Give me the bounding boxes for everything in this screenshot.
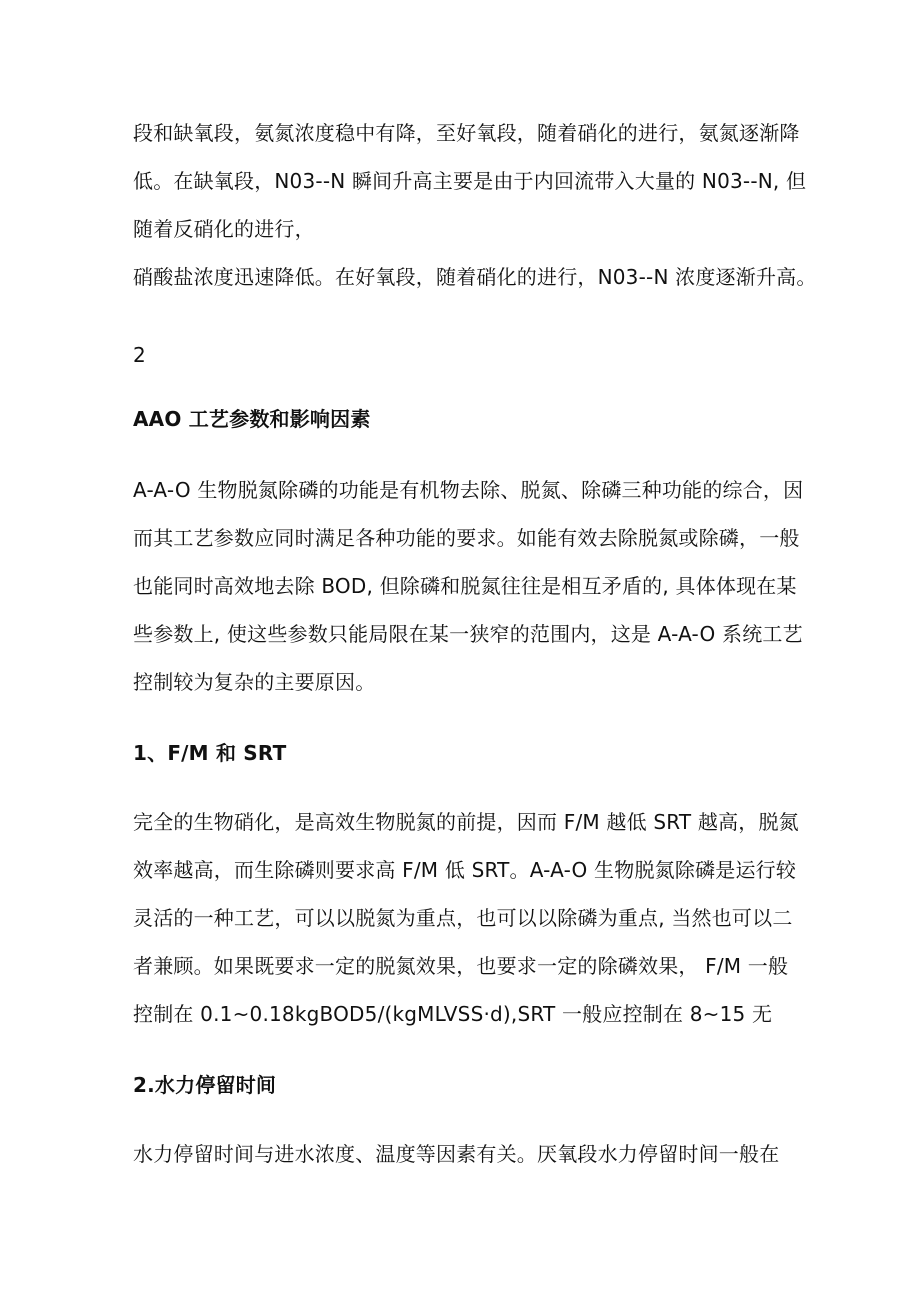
paragraph-line: 低。在缺氧段，N03--N 瞬间升高主要是由于内回流带入大量的 N03--N, 但 <box>133 169 807 193</box>
paragraph-line: 硝酸盐浓度迅速降低。在好氧段，随着硝化的进行，N03--N 浓度逐渐升高。 <box>133 265 817 289</box>
paragraph-line: 些参数上, 使这些参数只能局限在某一狭窄的范围内，这是 A-A-O 系统工艺 <box>133 622 803 646</box>
section-heading: AAO 工艺参数和影响因素 <box>133 407 371 431</box>
section-number: 2 <box>133 343 146 367</box>
paragraph-line: 而其工艺参数应同时满足各种功能的要求。如能有效去除脱氮或除磷，一般 <box>133 526 800 550</box>
paragraph-line: 控制较为复杂的主要原因。 <box>133 670 376 694</box>
paragraph-line: 也能同时高效地去除 BOD, 但除磷和脱氮往往是相互矛盾的, 具体体现在某 <box>133 574 797 598</box>
paragraph-line: 水力停留时间与进水浓度、温度等因素有关。厌氧段水力停留时间一般在 <box>133 1142 780 1166</box>
paragraph-line: 控制在 0.1~0.18kgBOD5/(kgMLVSS·d),SRT 一般应控制在 8~15 无 <box>133 1002 773 1026</box>
subsection-heading: 2.水力停留时间 <box>133 1073 277 1097</box>
paragraph-line: 者兼顾。如果既要求一定的脱氮效果，也要求一定的除磷效果， F/M 一般 <box>133 954 789 978</box>
subsection-heading: 1、F/M 和 SRT <box>133 741 287 765</box>
paragraph-line: 效率越高，而生除磷则要求高 F/M 低 SRT。A-A-O 生物脱氮除磷是运行较 <box>133 858 797 882</box>
paragraph-line: A-A-O 生物脱氮除磷的功能是有机物去除、脱氮、除磷三种功能的综合，因 <box>133 478 804 502</box>
paragraph-line: 完全的生物硝化，是高效生物脱氮的前提，因而 F/M 越低 SRT 越高，脱氮 <box>133 810 799 834</box>
paragraph-line: 段和缺氧段，氨氮浓度稳中有降，至好氧段，随着硝化的进行，氨氮逐渐降 <box>133 121 800 145</box>
paragraph-line: 灵活的一种工艺，可以以脱氮为重点，也可以以除磷为重点, 当然也可以二 <box>133 906 793 930</box>
paragraph-line: 随着反硝化的进行， <box>133 217 315 241</box>
